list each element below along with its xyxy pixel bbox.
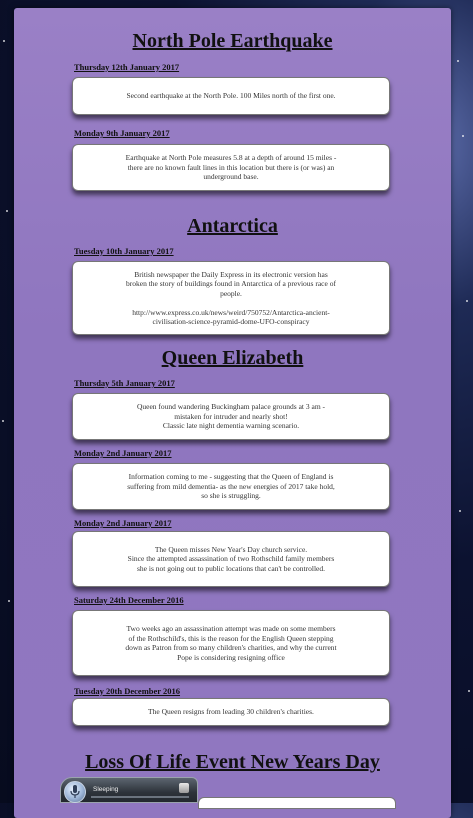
entry-date: Monday 2nd January 2017: [74, 448, 172, 458]
speech-widget[interactable]: [60, 777, 198, 803]
news-card: [72, 531, 390, 587]
microphone-button[interactable]: [64, 781, 86, 803]
content-panel: [14, 8, 451, 818]
entry-text: The Queen resigns from leading 30 children's charities.: [148, 707, 314, 717]
entry-text: Information coming to me - suggesting that the Queen of England is suffering from mild dementia- as the new energies of 2017 take hold, so she is struggling.: [127, 472, 335, 501]
speech-status-label: Sleeping: [93, 786, 119, 793]
entry-text: Earthquake at North Pole measures 5.8 at a depth of around 15 miles - there are no known fault lines in this location but there is (or was) an underground base.: [125, 153, 337, 182]
entry-date: Tuesday 20th December 2016: [74, 686, 181, 696]
entry-date: Thursday 5th January 2017: [74, 378, 175, 388]
news-card: [72, 261, 390, 335]
section-title-loss-of-life: Loss Of Life Event New Years Day: [85, 751, 380, 773]
news-card: [72, 77, 390, 115]
news-card: [72, 610, 390, 676]
entry-text: British newspaper the Daily Express in its electronic version has broken the story of buildings found in Antarctica of a previous race of people. http://www.express.co.uk/news/weird/750752/Antarctica-ancient-civilisation-science-pyramid-dome-UFO-conspiracy: [126, 269, 336, 326]
entry-date: Tuesday 10th January 2017: [74, 246, 174, 256]
entry-date: Saturday 24th December 2016: [74, 595, 184, 605]
news-card-partial: [198, 797, 396, 809]
entry-text: Two weeks ago an assassination attempt was made on some members of the Rothschild's, this is the reason for the English Queen stepping down as Patron from so many children's charities, and why the current Pope is considering resigning office: [125, 624, 337, 662]
speech-level-bar: [91, 796, 189, 798]
news-card: [72, 463, 390, 510]
close-icon[interactable]: [179, 783, 189, 793]
news-card: [72, 144, 390, 191]
section-title-antarctica: Antarctica: [187, 215, 278, 237]
entry-date: Thursday 12th January 2017: [74, 62, 180, 72]
entry-date: Monday 2nd January 2017: [74, 518, 172, 528]
entry-date: Monday 9th January 2017: [74, 128, 170, 138]
news-card: [72, 698, 390, 726]
entry-text: Queen found wandering Buckingham palace grounds at 3 am - mistaken for intruder and nearly shot! Classic late night dementia warning scenario.: [136, 402, 326, 431]
entry-text: Second earthquake at the North Pole. 100 Miles north of the first one.: [126, 91, 336, 101]
microphone-icon: [70, 785, 80, 799]
section-title-north-pole: North Pole Earthquake: [132, 30, 333, 52]
news-card: [72, 393, 390, 440]
entry-text: The Queen misses New Year's Day church service. Since the attempted assassination of two Rothschild family members she is not going out to public locations that can't be controlled.: [127, 544, 335, 573]
section-title-queen-elizabeth: Queen Elizabeth: [161, 347, 304, 369]
